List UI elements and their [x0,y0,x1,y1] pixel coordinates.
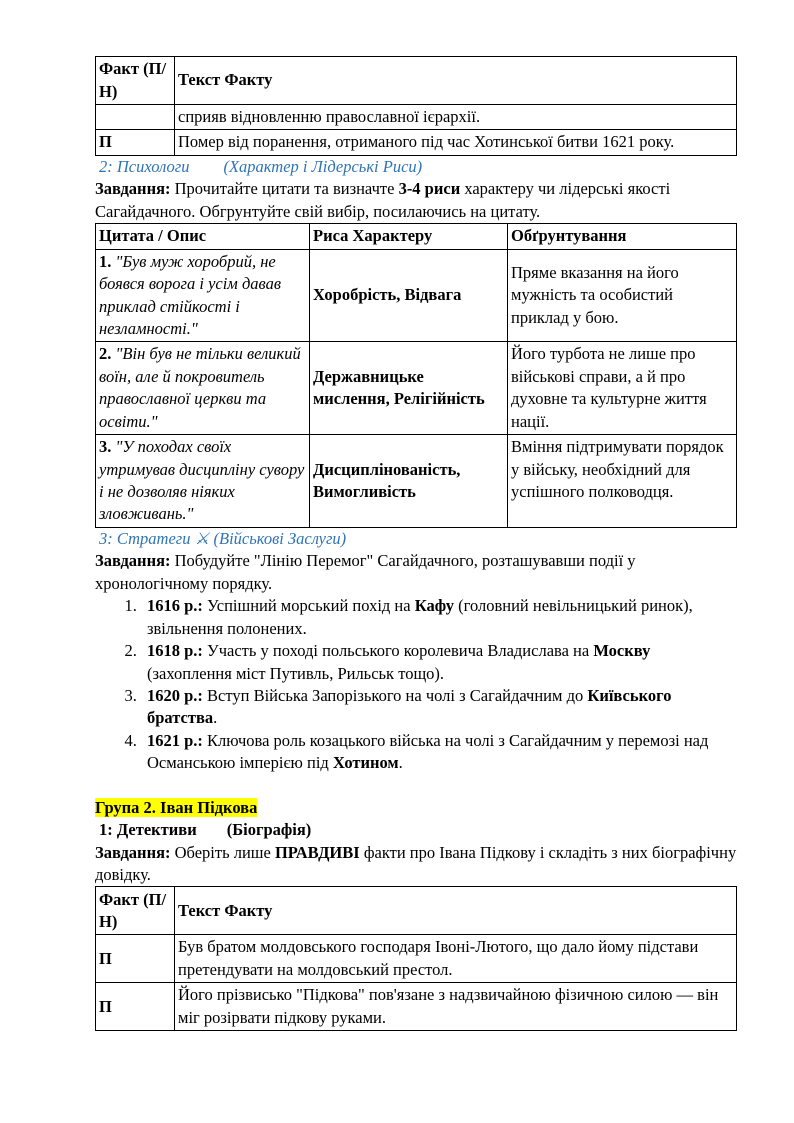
event-text: . [213,708,218,728]
event-text: (захоплення міст Путивль, Рильськ тощо). [147,663,445,683]
event-text: Успішний морський похід на [202,596,415,616]
group-title [95,797,737,819]
fact-mark: П [96,935,175,983]
event-text: Ключова роль козацького війська на чолі з Сагайдачним у перемозі над Османською імперією під [147,730,709,773]
event-year: 1620 р.: [147,685,203,705]
heading-subtitle: (Військові Заслуги) [213,528,347,548]
reason-cell: Його турбота не лише про військові справи, а й про духовне та культурне життя нації. [508,342,737,435]
group-title-text: Група 2. Іван Підкова [95,797,258,817]
table-row [96,105,737,130]
quote-text: "Був муж хоробрий, не боявся ворога і усім давав приклад стійкості і незламності." [99,251,282,338]
facts-table-1 [95,56,737,156]
event-year: 1621 р.: [147,730,203,750]
fact-text: сприяв відновленню православної ієрархії. [175,105,737,130]
task-label: Завдання: [95,179,171,199]
col-header-trait: Риса Характеру [310,224,508,249]
col-header-fact: Факт (П/Н) [96,57,175,105]
event-text: . [398,753,403,773]
section-heading-psychologists [95,156,737,178]
quote-number: 2. [99,344,112,364]
task-text: факти про Івана Підкову і складіть з них біографічну довідку. [95,842,737,884]
document-page [95,56,737,1031]
quote-cell [96,249,310,342]
victories-list [95,595,737,775]
heading-number: 3: Стратеги ⚔ [99,528,210,548]
event-text: Участь у поході польського королевича Владислава на [202,641,594,661]
fact-text: Помер від поранення, отриманого під час Хотинської битви 1621 року. [175,130,737,155]
quote-text: "У походах своїх утримував дисципліну сувору і не дозволяв ніяких зловживань." [99,437,305,524]
list-item [141,640,737,685]
list-item [141,595,737,640]
event-year: 1616 р.: [147,596,203,616]
col-header-text: Текст Факту [175,887,737,935]
quote-number: 1. [99,251,112,271]
table-row [96,249,737,342]
subsection-heading-detectives [95,819,737,841]
table-row [96,935,737,983]
list-item [141,685,737,730]
reason-cell: Пряме вказання на його мужність та особистий приклад у бою. [508,249,737,342]
task-text: Побудуйте "Лінію Перемог" Сагайдачного, розташувавши події у хронологічному порядку. [95,551,636,593]
quotes-table [95,223,737,528]
event-place: Кафу [414,596,454,616]
table-row [96,435,737,528]
trait-cell: Державницьке мислення, Релігійність [310,342,508,435]
section-heading-strategists [95,528,737,550]
quote-text: "Він був не тільки великий воїн, але й покровитель православної церкви та освіти." [99,344,301,431]
table-row [96,983,737,1031]
quote-cell [96,342,310,435]
fact-text: Був братом молдовського господаря Івоні-Лютого, що дало йому підстави претендувати на молдовський престол. [175,935,737,983]
col-header-fact: Факт (П/Н) [96,887,175,935]
heading-subtitle: (Характер і Лідерські Риси) [223,156,423,176]
table-header-row [96,224,737,249]
trait-cell: Дисциплінованість, Вимогливість [310,435,508,528]
event-place: Київського братства [147,685,672,728]
fact-mark: П [96,983,175,1031]
fact-mark: П [96,130,175,155]
reason-cell: Вміння підтримувати порядок у війську, необхідний для успішного полководця. [508,435,737,528]
table-header-row [96,57,737,105]
task-paragraph [95,842,737,887]
task-text: Оберіть лише [170,842,275,862]
task-text: характеру чи лідерські якості Сагайдачного. Обгрунтуйте свій вибір, посилаючись на цитату. [95,179,671,221]
quote-number: 3. [99,437,112,457]
event-text: Вступ Війська Запорізького на чолі з Сагайдачним до [202,685,588,705]
task-label: Завдання: [95,842,171,862]
table-row [96,342,737,435]
fact-text: Його прізвисько "Підкова" пов'язане з надзвичайною фізичною силою — він міг розірвати підкову руками. [175,983,737,1031]
event-text: (головний невільницький ринок), звільнення полонених. [147,596,693,638]
event-year: 1618 р.: [147,641,203,661]
quote-cell [96,435,310,528]
event-place: Хотином [332,753,399,773]
heading-number: 2: Психологи [99,156,190,176]
table-header-row [96,887,737,935]
event-place: Москву [593,641,651,661]
facts-table-2 [95,886,737,1031]
trait-cell: Хоробрість, Відвага [310,249,508,342]
task-paragraph [95,550,737,595]
table-row [96,130,737,155]
task-text: Прочитайте цитати та визначте [170,179,399,199]
list-item [141,730,737,775]
task-emphasis: 3-4 риси [398,179,461,199]
heading-number: 1: Детективи [99,820,197,840]
col-header-quote: Цитата / Опис [96,224,310,249]
task-label: Завдання: [95,551,171,571]
col-header-reason: Обґрунтування [508,224,737,249]
task-emphasis: ПРАВДИВІ [274,842,360,862]
fact-mark [96,105,175,130]
task-paragraph [95,178,737,223]
heading-subtitle: (Біографія) [226,820,312,840]
col-header-text: Текст Факту [175,57,737,105]
